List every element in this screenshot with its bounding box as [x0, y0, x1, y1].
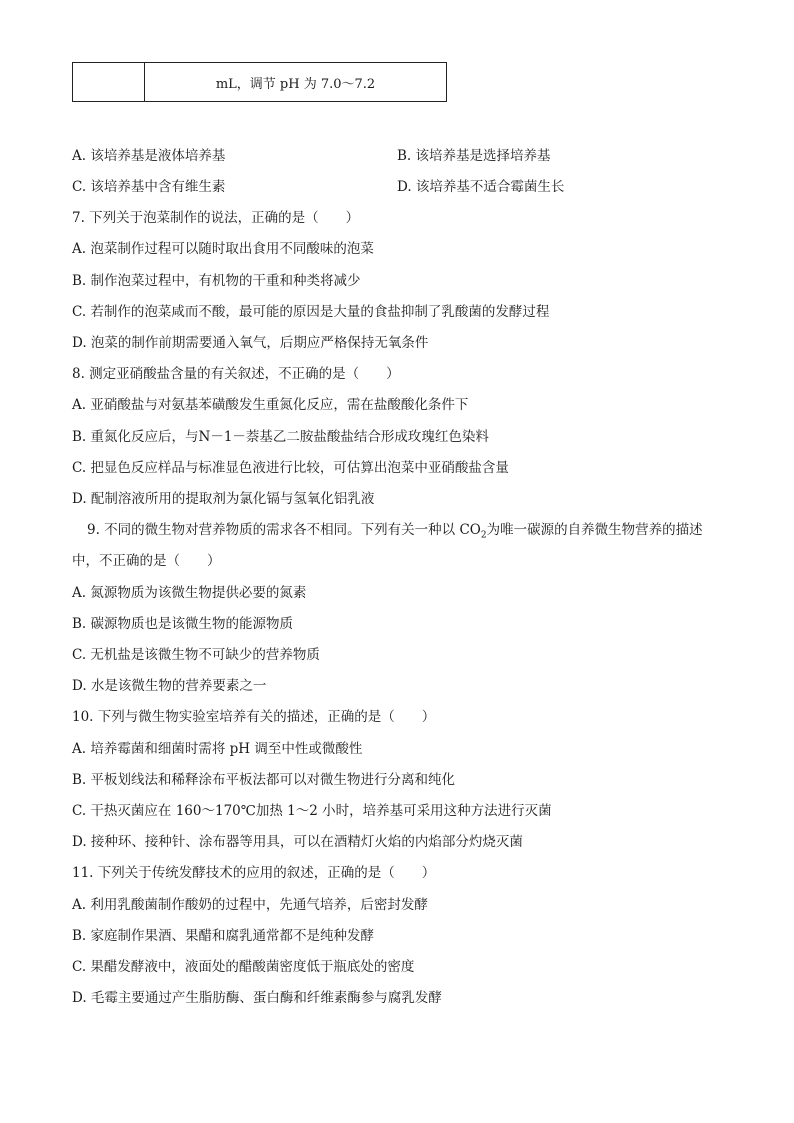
q7-option-a: A. 泡菜制作过程可以随时取出食用不同酸味的泡菜 — [72, 241, 374, 257]
q11-option-b: B. 家庭制作果酒、果醋和腐乳通常都不是纯种发酵 — [72, 928, 375, 944]
medium-table-fragment — [72, 62, 447, 102]
q10-option-c: C. 干热灭菌应在 160～170℃加热 1～2 小时，培养基可采用这种方法进行灭菌 — [72, 803, 552, 819]
q9-stem-subscript: 2 — [480, 530, 487, 541]
q7-stem: 7. 下列关于泡菜制作的说法，正确的是（ ） — [72, 210, 360, 226]
q11-option-a: A. 利用乳酸菌制作酸奶的过程中，先通气培养，后密封发酵 — [72, 897, 428, 913]
q8-option-c: C. 把显色反应样品与标准显色液进行比较，可估算出泡菜中亚硝酸盐含量 — [72, 460, 509, 476]
q8-option-a: A. 亚硝酸盐与对氨基苯磺酸发生重氮化反应，需在盐酸酸化条件下 — [72, 397, 469, 413]
q10-stem: 10. 下列与微生物实验室培养有关的描述，正确的是（ ） — [72, 709, 436, 725]
q6-option-b: B. 该培养基是选择培养基 — [397, 148, 551, 164]
q9-stem-part2: 为唯一碳源的自养微生物营养的描述 — [486, 522, 703, 538]
q11-option-d: D. 毛霉主要通过产生脂肪酶、蛋白酶和纤维素酶参与腐乳发酵 — [72, 990, 442, 1006]
q10-option-b: B. 平板划线法和稀释涂布平板法都可以对微生物进行分离和纯化 — [72, 772, 456, 788]
q7-option-b: B. 制作泡菜过程中，有机物的干重和种类将减少 — [72, 273, 361, 289]
q9-option-d: D. 水是该微生物的营养要素之一 — [72, 678, 267, 694]
q9-option-a: A. 氮源物质为该微生物提供必要的氮素 — [72, 585, 307, 601]
q9-option-c: C. 无机盐是该微生物不可缺少的营养物质 — [72, 647, 320, 663]
q9-stem-line1 — [87, 520, 703, 546]
q7-option-c: C. 若制作的泡菜咸而不酸，最可能的原因是大量的食盐抑制了乳酸菌的发酵过程 — [72, 304, 550, 320]
q7-option-d: D. 泡菜的制作前期需要通入氧气，后期应严格保持无氧条件 — [72, 335, 429, 351]
q9-stem-part1: 9. 不同的微生物对营养物质的需求各不相同。下列有关一种以 CO — [87, 522, 481, 538]
q8-stem: 8. 测定亚硝酸盐含量的有关叙述，不正确的是（ ） — [72, 366, 400, 382]
q8-option-d: D. 配制溶液所用的提取剂为氯化镉与氢氧化铝乳液 — [72, 491, 375, 507]
q6-option-c: C. 该培养基中含有维生素 — [72, 179, 226, 195]
q11-stem: 11. 下列关于传统发酵技术的应用的叙述，正确的是（ ） — [72, 865, 436, 881]
q6-option-d: D. 该培养基不适合霉菌生长 — [397, 179, 565, 195]
q8-option-b: B. 重氮化反应后，与N－1－萘基乙二胺盐酸盐结合形成玫瑰红色染料 — [72, 429, 489, 445]
q10-option-d: D. 接种环、接种针、涂布器等用具，可以在酒精灯火焰的内焰部分灼烧灭菌 — [72, 834, 523, 850]
q6-option-a: A. 该培养基是液体培养基 — [72, 148, 226, 164]
q9-stem-line2: 中，不正确的是（ ） — [72, 553, 221, 569]
q10-option-a: A. 培养霉菌和细菌时需将 pH 调至中性或微酸性 — [72, 741, 363, 757]
table-cell-empty — [73, 63, 145, 101]
table-cell-text: mL，调节 pH 为 7.0～7.2 — [215, 76, 376, 92]
q9-option-b: B. 碳源物质也是该微生物的能源物质 — [72, 616, 294, 632]
q11-option-c: C. 果醋发酵液中，液面处的醋酸菌密度低于瓶底处的密度 — [72, 959, 415, 975]
